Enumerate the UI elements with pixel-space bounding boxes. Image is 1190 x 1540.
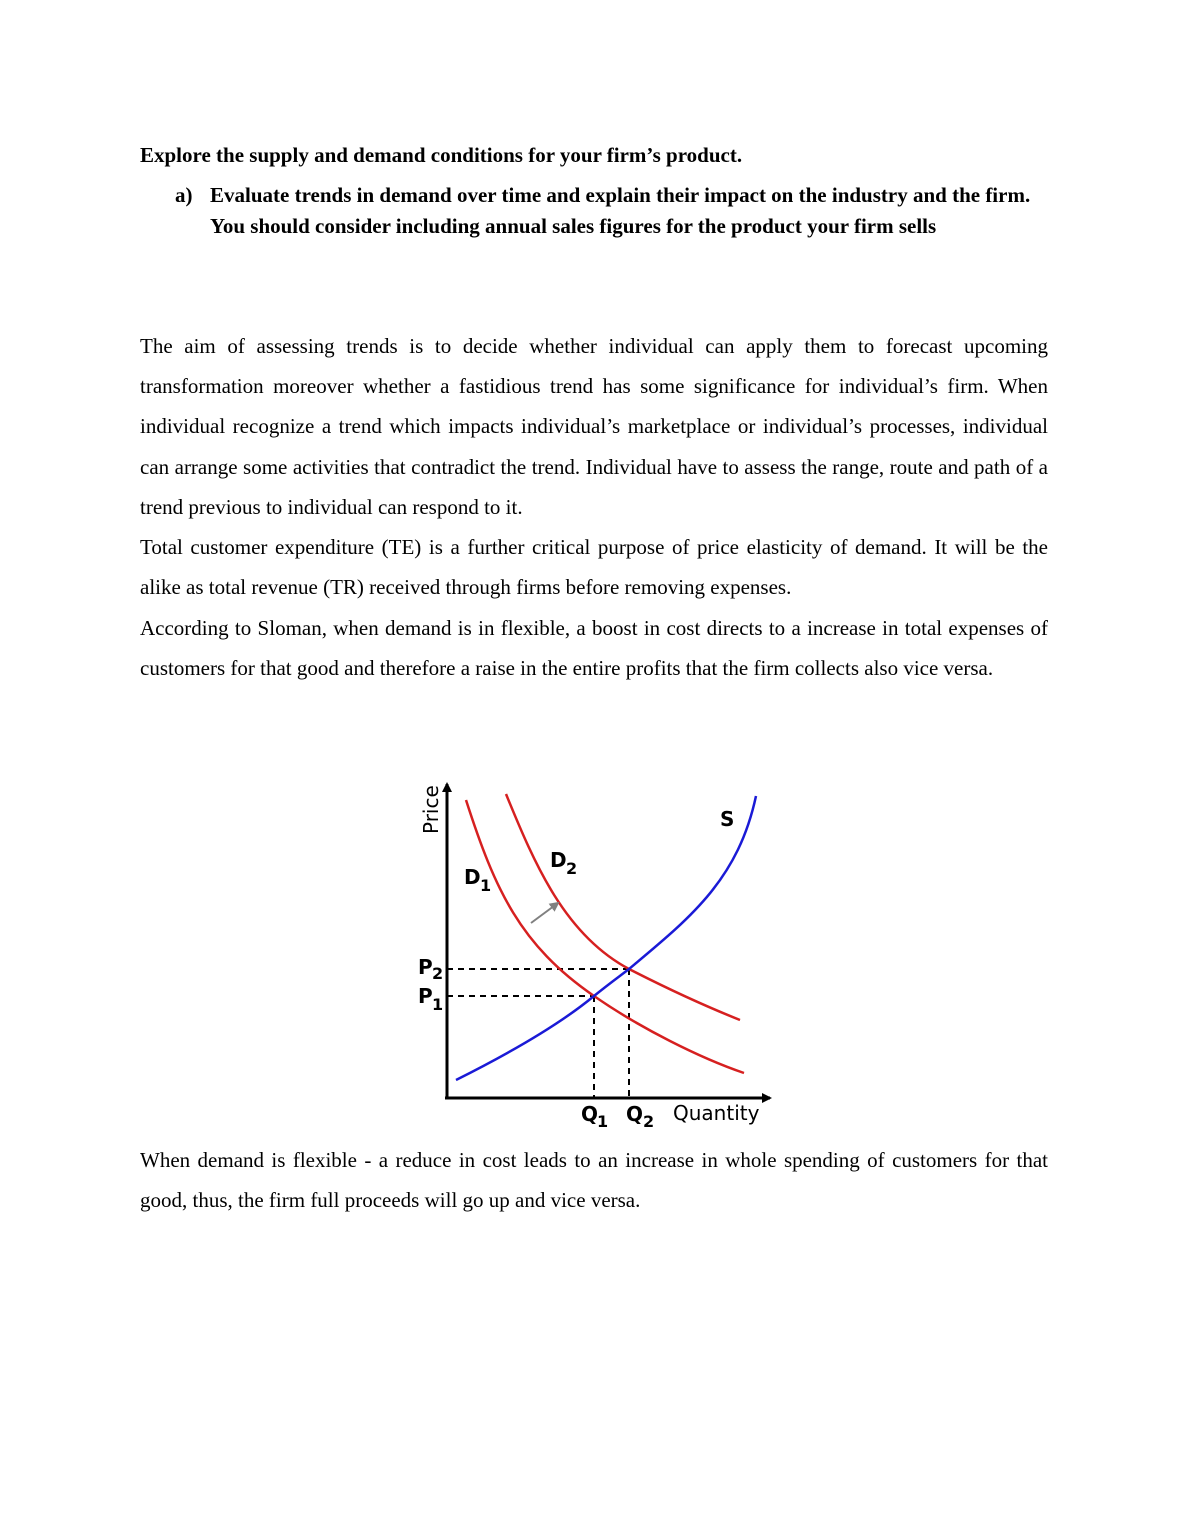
supply-demand-chart bbox=[400, 770, 780, 1135]
chart-svg bbox=[400, 770, 780, 1135]
d2-label-subscript: 2 bbox=[566, 859, 578, 878]
paragraph-total-expenditure: Total customer expenditure (TE) is a further critical purpose of price elasticity of demand. It will be the alike as total revenue (TR) received through firms before removing expenses. bbox=[140, 535, 1048, 600]
demand-curve-d1 bbox=[466, 800, 744, 1073]
d1-label-subscript: 1 bbox=[480, 876, 492, 895]
d1-label: D bbox=[464, 865, 481, 889]
q1-label-subscript: 1 bbox=[597, 1112, 609, 1131]
supply-curve bbox=[456, 796, 756, 1080]
q1-label: Q bbox=[581, 1102, 599, 1126]
p1-label-subscript: 1 bbox=[432, 995, 444, 1014]
p2-label: P bbox=[418, 955, 433, 979]
supply-label: S bbox=[720, 807, 735, 831]
paragraph-trends: The aim of assessing trends is to decide whether individual can apply them to forecast upcoming transformation moreover whether a fastidious trend has some significance for individual’s firm. When individual recognize a trend which impacts individual’s marketplace or individual’s processes, individual can arrange some activities that contradict the trend. Individual have to assess the range, route and path of a trend previous to individual can respond to it. bbox=[140, 334, 1048, 519]
q2-label: Q bbox=[626, 1102, 644, 1126]
demand-curve-d2 bbox=[506, 794, 740, 1020]
demand-shift-arrow bbox=[531, 903, 558, 923]
paragraph-flexible-demand: When demand is flexible - a reduce in cost leads to an increase in whole spending of customers for that good, thus, the firm full proceeds will go up and vice versa. bbox=[140, 1148, 1048, 1213]
q2-label-subscript: 2 bbox=[643, 1112, 655, 1131]
y-axis-label: Price bbox=[419, 785, 443, 834]
paragraph-sloman: According to Sloman, when demand is in flexible, a boost in cost directs to a increase in total expenses of customers for that good and therefore a raise in the entire profits that the firm collects also vice versa. bbox=[140, 616, 1048, 681]
section-heading: Explore the supply and demand conditions for your firm’s product. bbox=[140, 143, 743, 167]
d2-label: D bbox=[550, 848, 567, 872]
p2-label-subscript: 2 bbox=[432, 964, 444, 983]
question-text: Evaluate trends in demand over time and explain their impact on the industry and the firm. You should consider including annual sales figures for the product your firm sells bbox=[210, 183, 1031, 238]
question-label: a) bbox=[175, 183, 193, 207]
p1-label: P bbox=[418, 984, 433, 1008]
x-axis-label: Quantity bbox=[673, 1101, 760, 1125]
